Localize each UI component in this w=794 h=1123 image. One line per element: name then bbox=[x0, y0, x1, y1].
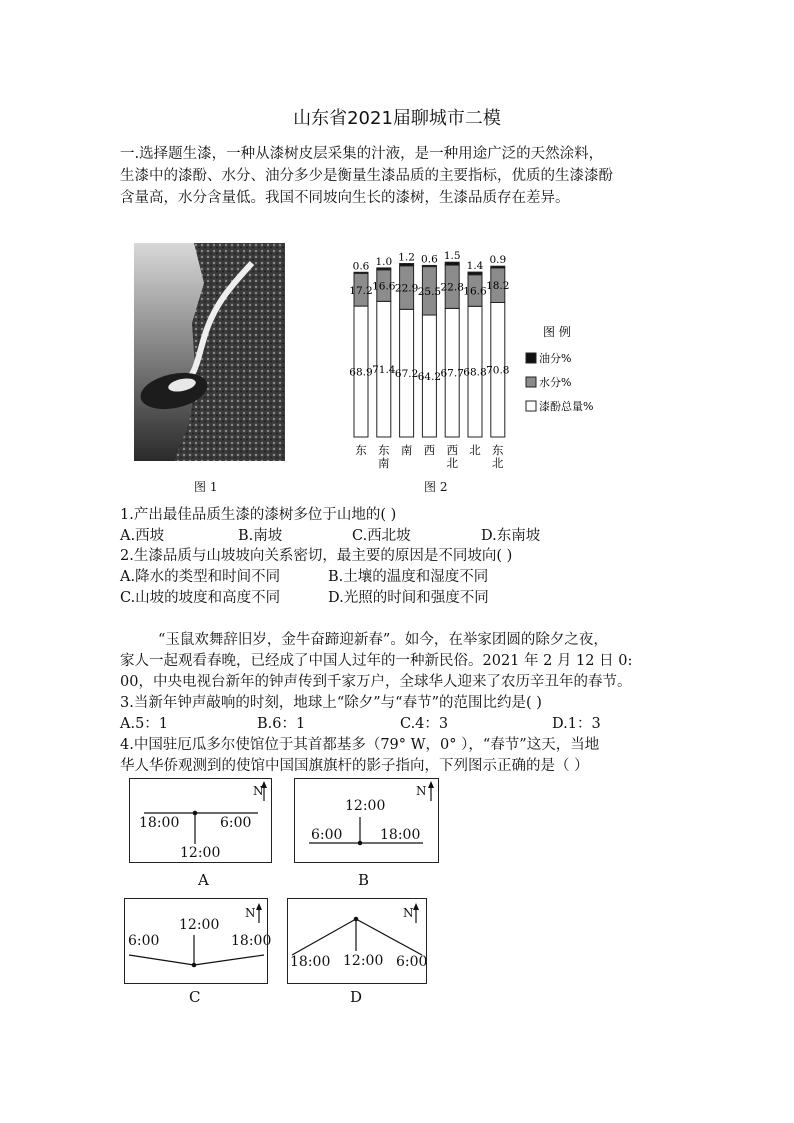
diagram-a bbox=[129, 778, 272, 863]
data-label-water: 22.9 bbox=[394, 282, 419, 295]
question-2-options bbox=[120, 567, 680, 609]
legend-title: 图 例 bbox=[543, 325, 571, 339]
lacquer-tapping-photo bbox=[134, 243, 285, 461]
category-label: 西 bbox=[446, 443, 458, 457]
data-label-water: 16.6 bbox=[463, 285, 487, 298]
diagram-d bbox=[287, 898, 427, 984]
time-label: 12:00 bbox=[180, 845, 221, 861]
category-label: 东 bbox=[378, 443, 390, 457]
option-b: B.土壤的温度和湿度不同 bbox=[328, 569, 489, 585]
intro-line: 含量高，水分含量低。我国不同坡向生长的漆树，生漆品质存在差异。 bbox=[120, 190, 570, 206]
option-d: D.光照的时间和强度不同 bbox=[328, 590, 489, 606]
intro-line: 生漆中的漆酚、水分、油分多少是衡量生漆品质的主要指标，优质的生漆漆酚 bbox=[120, 168, 613, 184]
bar-segment-oil bbox=[377, 268, 391, 270]
data-label-oil: 1.5 bbox=[443, 250, 461, 263]
option-c: C.4：3 bbox=[400, 716, 449, 732]
time-label: 18:00 bbox=[231, 933, 272, 949]
diagram-b-label: B bbox=[358, 871, 370, 889]
category-label: 北 bbox=[492, 456, 504, 470]
intro-line: 一.选择题生漆，一种从漆树皮层采集的汁液，是一种用途广泛的天然涂料， bbox=[120, 146, 604, 162]
category-label: 北 bbox=[446, 456, 458, 470]
time-label: 6:00 bbox=[128, 933, 160, 949]
data-label-phenol: 67.2 bbox=[394, 368, 419, 381]
data-label-water: 17.2 bbox=[349, 284, 373, 297]
option-c: C.西北坡 bbox=[352, 528, 411, 544]
bar-segment-oil bbox=[354, 272, 368, 273]
passage-line: “玉鼠欢舞辞旧岁，金牛奋蹄迎新春”。如今，在举家团圆的除夕之夜， bbox=[158, 632, 608, 648]
option-b: B.南坡 bbox=[238, 528, 283, 544]
diagram-c bbox=[124, 898, 272, 984]
data-label-water: 22.8 bbox=[440, 281, 464, 294]
data-label-oil: 1.4 bbox=[466, 260, 484, 273]
time-label: 12:00 bbox=[343, 953, 384, 969]
data-label-oil: 1.0 bbox=[375, 255, 393, 268]
north-label: N bbox=[245, 906, 256, 920]
bar-segment-oil bbox=[445, 262, 459, 265]
time-label: 12:00 bbox=[179, 917, 220, 933]
data-label-phenol: 67.7 bbox=[440, 367, 464, 380]
north-label: N bbox=[403, 906, 414, 920]
time-label: 12:00 bbox=[345, 798, 386, 814]
diagram-b bbox=[294, 778, 439, 863]
question-2-stem: 2.生漆品质与山坡坡向关系密切，最主要的原因是不同坡向( ) bbox=[120, 548, 513, 564]
category-label: 北 bbox=[469, 443, 481, 457]
time-label: 18:00 bbox=[380, 827, 421, 843]
diagram-a-label: A bbox=[198, 871, 209, 889]
data-label-oil: 0.6 bbox=[352, 260, 370, 273]
legend-entry: 漆酚总量% bbox=[539, 400, 594, 413]
bar-segment-oil bbox=[468, 272, 482, 275]
category-label: 西 bbox=[423, 443, 436, 457]
option-a: A.西坡 bbox=[120, 528, 165, 544]
question-4-stem: 4.中国驻厄瓜多尔使馆位于其首都基多（79° W，0° ），“春节”这天，当地 bbox=[120, 737, 600, 753]
question-4-stem: 华人华侨观测到的使馆中国国旗旗杆的影子指向，下列图示正确的是（ ） bbox=[120, 758, 589, 774]
category-label: 南 bbox=[400, 443, 413, 457]
data-label-oil: 0.6 bbox=[421, 253, 438, 266]
time-label: 6:00 bbox=[396, 954, 428, 970]
passage-line: 家人一起观看春晚，已经成了中国人过年的一种新民俗。2021 年 2 月 12 日 0: bbox=[120, 653, 633, 669]
intro-text bbox=[120, 143, 680, 209]
data-label-phenol: 70.8 bbox=[486, 364, 510, 377]
north-label: N bbox=[416, 784, 427, 798]
option-d: D.东南坡 bbox=[481, 528, 541, 544]
data-label-water: 16.6 bbox=[372, 280, 396, 293]
legend-swatch bbox=[526, 377, 536, 387]
figure-1-caption: 图 1 bbox=[194, 480, 218, 494]
data-label-phenol: 68.8 bbox=[463, 366, 487, 379]
option-a: A.降水的类型和时间不同 bbox=[120, 569, 281, 585]
north-label: N bbox=[253, 784, 264, 798]
time-label: 6:00 bbox=[220, 815, 252, 831]
category-label: 东 bbox=[492, 443, 504, 457]
data-label-water: 25.5 bbox=[417, 285, 442, 298]
legend-swatch bbox=[526, 401, 536, 411]
data-label-phenol: 71.4 bbox=[372, 364, 396, 377]
stacked-bar-chart bbox=[340, 232, 630, 477]
data-label-oil: 0.9 bbox=[489, 254, 507, 267]
category-label: 南 bbox=[378, 456, 390, 470]
data-label-oil: 1.2 bbox=[398, 251, 415, 264]
figure-2-caption: 图 2 bbox=[424, 480, 448, 494]
question-1-stem: 1.产出最佳品质生漆的漆树多位于山地的( ) bbox=[120, 507, 397, 523]
option-a: A.5：1 bbox=[120, 716, 169, 732]
question-1-options bbox=[120, 526, 680, 546]
passage-line: 00，中央电视台新年的钟声传到千家万户，全球华人迎来了农历辛丑年的春节。 bbox=[120, 674, 632, 690]
page-title: 山东省2021届聊城市二模 bbox=[293, 108, 501, 129]
time-label: 6:00 bbox=[311, 827, 343, 843]
time-label: 18:00 bbox=[139, 815, 180, 831]
option-d: D.1：3 bbox=[552, 716, 601, 732]
data-label-water: 18.2 bbox=[486, 280, 510, 293]
bar-segment-oil bbox=[491, 266, 505, 268]
legend-swatch bbox=[526, 353, 536, 363]
data-label-phenol: 68.9 bbox=[349, 366, 373, 379]
option-c: C.山坡的坡度和高度不同 bbox=[120, 590, 281, 606]
time-label: 18:00 bbox=[290, 954, 331, 970]
option-b: B.6：1 bbox=[257, 716, 306, 732]
legend-entry: 水分% bbox=[539, 376, 572, 389]
bar-segment-oil bbox=[400, 264, 414, 266]
question-3-options bbox=[120, 714, 680, 734]
diagram-c-label: C bbox=[189, 988, 201, 1006]
legend-entry: 油分% bbox=[539, 352, 572, 365]
data-label-phenol: 64.2 bbox=[417, 371, 442, 384]
question-3-stem: 3.当新年钟声敲响的时刻，地球上“除夕”与“春节”的范围比约是( ) bbox=[120, 695, 542, 711]
category-label: 东 bbox=[355, 443, 367, 457]
bar-segment-oil bbox=[422, 265, 436, 266]
diagram-d-label: D bbox=[350, 988, 363, 1006]
